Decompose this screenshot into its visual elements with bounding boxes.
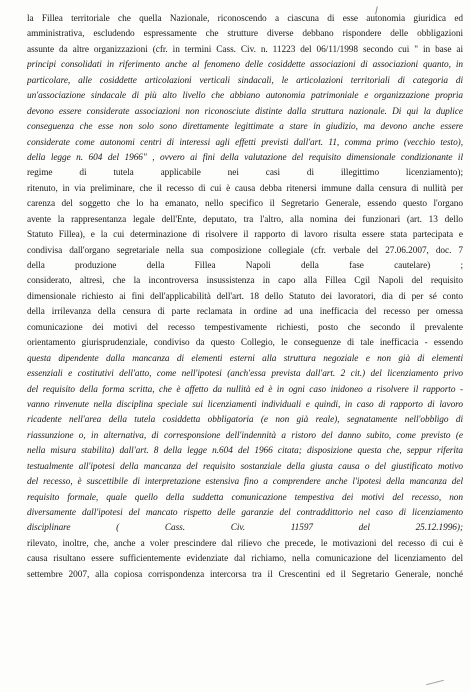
document-text-line: principi consolidati in riferimento anche al fenomeno delle cosiddette associazioni di associazioni quanto, in — [27, 60, 463, 71]
document-text-line: condivisa dall'organo segretariale nella sua composizione collegiale (cfr. verbale del 27.06.2007, doc. 7 — [27, 245, 463, 256]
document-text-line: ritenuto, in via preliminare, che il recesso di cui è causa debba ritenersi immune dalla censura di nullità per — [27, 183, 463, 194]
document-text-line: nella misura stabilita) dall'art. 8 della legge n.604 del 1966 citata; disposizione questa che, seppur riferita — [27, 446, 463, 457]
document-text-line: del recesso, è suscettibile di interpretazione estensiva fino a comprendere anche l'ipotesi della mancanza del — [27, 477, 463, 488]
document-text-line: devono essere considerate associazioni non riconosciute distinte dalla struttura nazionale. Di qui la duplice — [27, 106, 463, 117]
document-text-line: avente la rappresentanza legale dell'Ente, deputato, tra l'altro, alla nomina dei funzionari (art. 13 dello — [27, 214, 463, 225]
document-text-line: della irrilevanza della censura di parte reclamata in ordine ad una inefficacia del recesso per omessa — [27, 307, 463, 318]
document-body-text — [27, 12, 463, 583]
document-text-line: carenza del soggetto che lo ha emanato, nello specifico il Segretario Generale, essendo questo l'organo — [27, 199, 463, 210]
document-text-line: assunte da altre organizzazioni (cfr. in termini Cass. Civ. n. 11223 del 06/11/1998 secondo cui " in base ai — [27, 44, 463, 55]
document-text-line: la Fillea territoriale che quella Nazionale, riconoscendo a ciascuna di esse autonomia giuridica ed — [27, 14, 463, 24]
document-text-line: orientamento giurisprudenziale, condiviso da questo Collegio, le conseguenze di tale inefficacia - essendo — [27, 338, 463, 349]
document-text-line: della produzione della Fillea Napoli della fase cautelare) ; — [27, 261, 463, 271]
document-text-line: ricadente nell'area della tutela cosiddetta obbligatoria (e non già reale), segnatamente nell'obbligo di — [27, 415, 463, 426]
document-text-line: della legge n. 604 del 1966" , ovvero ai fini della valutazione del requisito dimensionale condizionante il — [27, 152, 463, 163]
document-text-line: disciplinare ( Cass. Civ. 11597 del 25.12.1996); — [27, 523, 463, 534]
document-text-line: requisito formale, quale quello della suddetta comunicazione tempestiva dei motivi del recesso, non — [27, 492, 463, 503]
document-text-line: rilevato, inoltre, che, anche a voler prescindere dal rilievo che precede, le motivazioni del recesso di cui è — [27, 538, 463, 549]
document-text-line: riassunzione o, in alternativa, di corresponsione dell'indennità a ristoro del danno subito, come previsto (e — [27, 430, 463, 441]
document-text-line: essenziali e costitutivi dell'atto, come nell'ipotesi (anch'essa prevista dall'art. 2 cit.) del licenziamento privo — [27, 369, 463, 380]
document-text-line: vanno rinvenute nella disciplina speciale sui licenziamenti individuali e quindi, in caso di rapporto di lavoro — [27, 399, 463, 410]
document-text-line: comunicazione dei motivi del recesso tempestivamente richiesti, posto che secondo il prevalente — [27, 322, 463, 333]
document-text-line: settembre 2007, alla copiosa corrispondenza intercorsa tra il Crescentini ed il Segretario Generale, nonché — [27, 569, 463, 580]
document-text-line: un'associazione sindacale di più alto livello che abbiano autonomia patrimoniale e organizzazione propria — [27, 91, 463, 102]
document-text-line: particolare, alle cosiddette articolazioni verticali sindacali, le articolazioni territoriali di categoria di — [27, 75, 463, 86]
document-text-line: questa dipendente dalla mancanza di elementi esterni alla struttura negoziale e non già di elementi — [27, 353, 463, 364]
document-text-line: dimensionale richiesto ai fini dell'applicabilità dell'art. 18 dello Statuto dei lavoratori, dia di per sé conto — [27, 291, 463, 302]
scan-artifact-mark — [426, 680, 444, 685]
document-text-line: amministrativa, escludendo espressamente che strutture diverse debbano rispondere delle obbligazioni — [27, 29, 463, 40]
document-text-line: del requisito della forma scritta, che è affetto da nullità ed è in ogni caso inidoneo a risolvere il rapporto - — [27, 384, 463, 395]
document-text-line: diversamente dall'ipotesi del mancato rispetto delle garanzie del contraddittorio nel caso di licenziamento — [27, 508, 463, 518]
document-text-line: Statuto Fillea), e la cui determinazione di risolvere il rapporto di lavoro risulta essere stata partecipata e — [27, 230, 463, 241]
document-text-line: causa risultano essere sufficientemente evidenziate dal richiamo, nella comunicazione del licenziamento del — [27, 554, 463, 565]
document-text-line: regime di tutela applicabile nei casi di illegittimo licenziamento); — [27, 168, 463, 179]
document-text-line: considerato, altresì, che la incontroversa insussistenza in capo alla Fillea Cgil Napoli del requisito — [27, 276, 463, 287]
document-text-line: testualmente all'ipotesi della mancanza del requisito sostanziale della giusta causa o del giustificato motivo — [27, 461, 463, 472]
document-text-line: considerate come autonomi centri di interessi agli effetti previsti dall'art. 11, comma primo (vecchio testo), — [27, 137, 463, 148]
document-text-line: conseguenza che esse non solo sono direttamente legittimate a stare in giudizio, ma devono anche essere — [27, 122, 463, 133]
